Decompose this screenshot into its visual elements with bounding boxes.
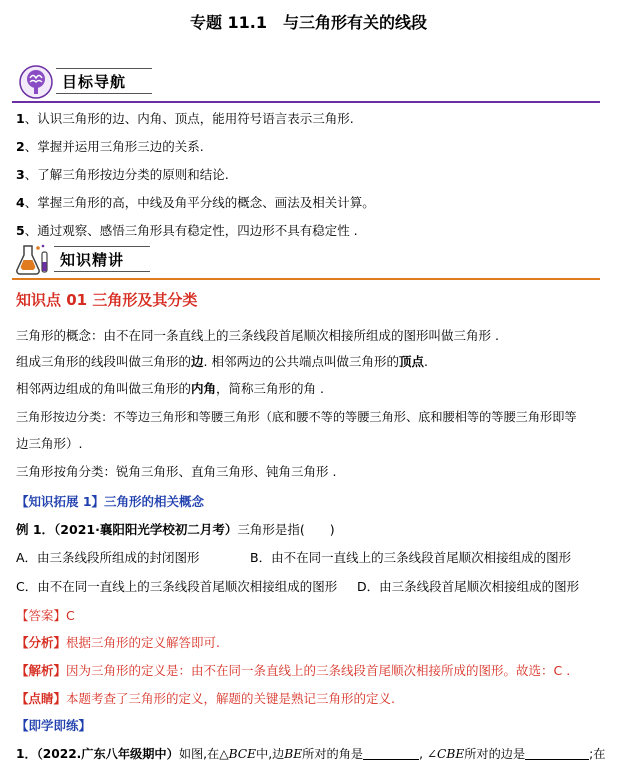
practice-question-1: 1．（2022.广东八年级期中）如图,在△BCE中,边BE所对的角是 , ∠CBE所对的边是 ;在 bbox=[16, 747, 606, 761]
triangle-concept-text: 三角形的概念：由不在同一条直线上的三条线段首尾顺次相接所组成的图形叫做三角形 . bbox=[16, 328, 499, 343]
goal-item: 4、掌握三角形的高，中线及角平分线的概念、画法及相关计算。 bbox=[16, 195, 375, 210]
goal-item: 1、认识三角形的边、内角、顶点，能用符号语言表示三角形. bbox=[16, 111, 354, 126]
flask-icon bbox=[16, 242, 52, 276]
extension-heading: 【知识拓展 1】三角形的相关概念 bbox=[16, 494, 205, 509]
answer-line: 【答案】C bbox=[16, 608, 75, 623]
knowledge-section-header bbox=[12, 240, 600, 278]
blank-2 bbox=[525, 747, 589, 760]
goals-title-box bbox=[56, 68, 152, 94]
knowledge-divider bbox=[12, 278, 600, 280]
practice-heading: 【即学即练】 bbox=[16, 718, 92, 733]
analysis-line: 【分析】根据三角形的定义解答即可. bbox=[16, 635, 220, 650]
goal-item: 5、通过观察、感悟三角形具有稳定性，四边形不具有稳定性 . bbox=[16, 223, 358, 238]
triangle-angle-text: 相邻两边组成的角叫做三角形的内角，简称三角形的角 . bbox=[16, 381, 324, 396]
knowledge-point-title: 知识点 01 三角形及其分类 bbox=[16, 291, 198, 309]
option-c: C．由不在同一直线上的三条线段首尾顺次相接组成的图形 bbox=[16, 579, 338, 594]
comment-line: 【点睛】本题考查了三角形的定义，解题的关键是熟记三角形的定义. bbox=[16, 691, 395, 706]
option-d: D．由三条线段首尾顺次相接组成的图形 bbox=[357, 579, 580, 594]
goals-section-label: 目标导航 bbox=[62, 73, 127, 91]
goal-item: 3、了解三角形按边分类的原则和结论. bbox=[16, 167, 229, 182]
blank-1 bbox=[363, 747, 419, 760]
option-a: A．由三条线段所组成的封闭图形 bbox=[16, 550, 200, 565]
detail-label: 【解析】 bbox=[16, 663, 67, 678]
classify-by-angle-text: 三角形按角分类：锐角三角形、直角三角形、钝角三角形 . bbox=[16, 464, 337, 479]
goals-divider bbox=[12, 101, 600, 103]
comment-label: 【点睛】 bbox=[16, 691, 67, 706]
brain-icon bbox=[18, 64, 54, 100]
analysis-label: 【分析】 bbox=[16, 635, 67, 650]
example-question: 例 1．（2021·襄阳阳光学校初二月考）三角形是指( ) bbox=[16, 522, 335, 537]
goal-item: 2、掌握并运用三角形三边的关系. bbox=[16, 139, 204, 154]
option-b: B．由不在同一直线上的三条线段首尾顺次相接组成的图形 bbox=[250, 550, 572, 565]
page-title: 专题 11.1 与三角形有关的线段 bbox=[189, 13, 428, 32]
knowledge-title-box bbox=[54, 246, 150, 272]
answer-label: 【答案】 bbox=[16, 608, 67, 623]
classify-by-side-line2: 边三角形）. bbox=[16, 436, 83, 451]
classify-by-side-line1: 三角形按边分类：不等边三角形和等腰三角形（底和腰不等的等腰三角形、底和腰相等的等腰三角形即等 bbox=[16, 410, 577, 424]
knowledge-section-label: 知识精讲 bbox=[60, 251, 125, 269]
goals-section-header bbox=[12, 62, 600, 104]
detail-line: 【解析】因为三角形的定义是：由不在同一条直线上的三条线段首尾顺次相接所成的图形。故选：C . bbox=[16, 663, 571, 678]
triangle-side-vertex-text: 组成三角形的线段叫做三角形的边. 相邻两边的公共端点叫做三角形的顶点. bbox=[16, 354, 428, 369]
example-label: 例 1．（2021·襄阳阳光学校初二月考） bbox=[16, 522, 238, 537]
